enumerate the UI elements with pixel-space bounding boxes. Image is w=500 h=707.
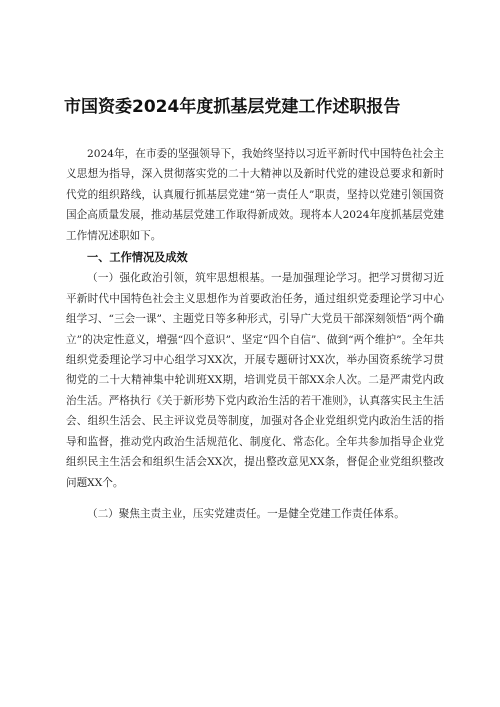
section-paragraph-1: （一）强化政治引领，筑牢思想根基。一是加强理论学习。把学习贯彻习近平新时代中国特色社会主义思想作为首要政治任务，通过组织党委理论学习中心组学习、“三会一课”、主题党日等多种形式，引导广大党员干部深刻领悟“两个确立”的决定性意义，增强“四个意识”、坚定“四个自信”、做到“两个维护”。全年共组织党委理论学习中心组学习XX次，开展专题研讨XX次，举办国资系统学习贯彻党的二十大精神集中轮训班XX期，培训党员干部XX余人次。二是严肃党内政治生活。严格执行《关于新形势下党内政治生活的若干准则》，认真落实民主生活会、组织生活会、民主评议党员等制度，加强对各企业党组织党内政治生活的指导和监督，推动党内政治生活规范化、制度化、常态化。全年共参加指导企业党组织民主生活会和组织生活会XX次，提出整改意见XX条，督促企业党组织整改问题XX个。 xyxy=(66,272,444,489)
document-body xyxy=(66,144,444,524)
page-title: 市国资委2024年度抓基层党建工作述职报告 xyxy=(64,97,401,117)
section-heading: 一、工作情况及成效 xyxy=(87,251,188,265)
paragraph-gap xyxy=(66,493,444,504)
section-paragraph-2: （二）聚焦主责主业，压实党建责任。一是健全党建工作责任体系。 xyxy=(87,507,405,520)
intro-paragraph: 2024年，在市委的坚强领导下，我始终坚持以习近平新时代中国特色社会主义思想为指导，深入贯彻落实党的二十大精神以及新时代党的建设总要求和新时代党的组织路线，认真履行抓基层党建“第一责任人”职责，坚持以党建引领国资国企高质量发展，推动基层党建工作取得新成效。现将本人2024年度抓基层党建工作情况述职如下。 xyxy=(66,148,444,242)
